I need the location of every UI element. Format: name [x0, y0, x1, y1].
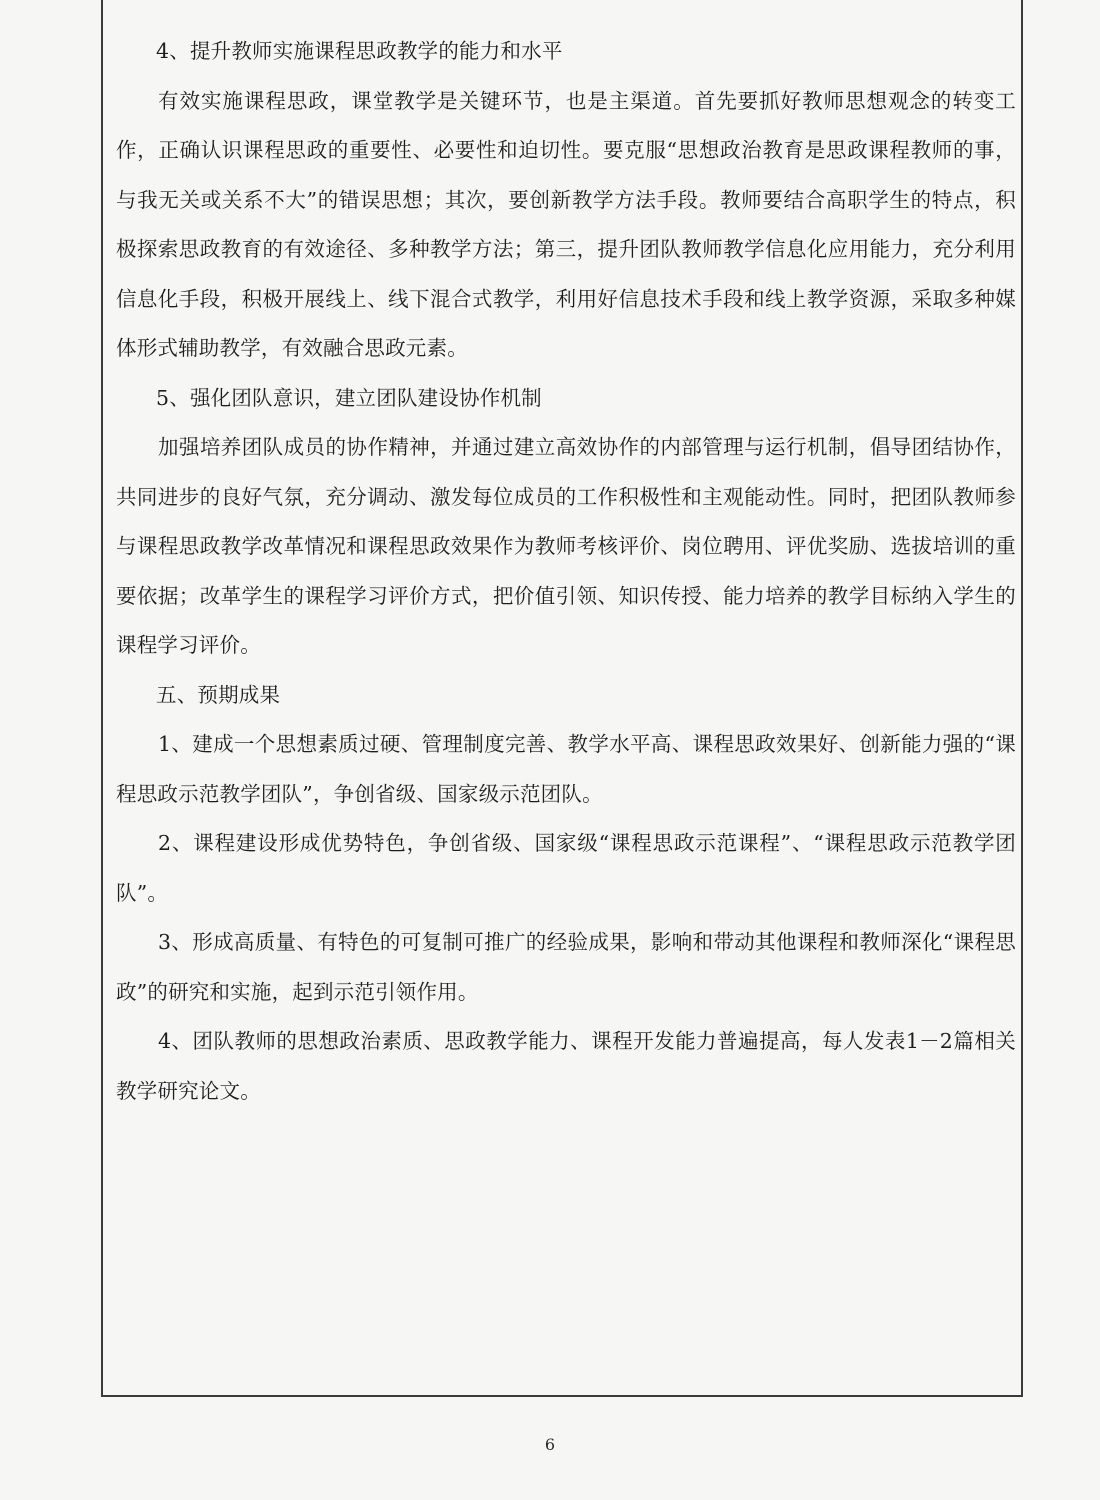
result-item-2: 2、课程建设形成优势特色，争创省级、国家级“课程思政示范课程”、“课程思政示范教学团队”。: [116, 831, 1016, 905]
paragraph-team-collaboration: 加强培养团队成员的协作精神，并通过建立高效协作的内部管理与运行机制，倡导团结协作，共同进步的良好气氛，充分调动、激发每位成员的工作积极性和主观能动性。同时，把团队教师参与课程思政教学改革情况和课程思政效果作为教师考核评价、岗位聘用、评优奖励、选拔培训的重要依据；改革学生的课程学习评价方式，把价值引领、知识传授、能力培养的教学目标纳入学生的课程学习评价。: [116, 435, 1016, 657]
section-heading-5: 5、强化团队意识，建立团队建设协作机制: [156, 385, 542, 410]
result-item-3: 3、形成高质量、有特色的可复制可推广的经验成果，影响和带动其他课程和教师深化“课程思政”的研究和实施，起到示范引领作用。: [116, 930, 1016, 1004]
document-body: [116, 27, 1016, 1116]
paragraph-teaching-ability: 有效实施课程思政，课堂教学是关键环节，也是主渠道。首先要抓好教师思想观念的转变工作，正确认识课程思政的重要性、必要性和迫切性。要克服“思想政治教育是思政课程教师的事，与我无关或关系不大”的错误思想；其次，要创新教学方法手段。教师要结合高职学生的特点，积极探索思政教育的有效途径、多种教学方法；第三，提升团队教师教学信息化应用能力，充分利用信息化手段，积极开展线上、线下混合式教学，利用好信息技术手段和线上教学资源，采取多种媒体形式辅助教学，有效融合思政元素。: [116, 88, 1016, 360]
result-item-1: 1、建成一个思想素质过硬、管理制度完善、教学水平高、课程思政效果好、创新能力强的“课程思政示范教学团队”，争创省级、国家级示范团队。: [116, 732, 1016, 806]
section-heading-expected-results: 五、预期成果: [156, 682, 281, 707]
section-heading-4: 4、提升教师实施课程思政教学的能力和水平: [156, 39, 563, 63]
result-item-4: 4、团队教师的思想政治素质、思政教学能力、课程开发能力普遍提高，每人发表1－2篇相关教学研究论文。: [116, 1029, 1016, 1103]
page-number: 6: [544, 1435, 556, 1454]
